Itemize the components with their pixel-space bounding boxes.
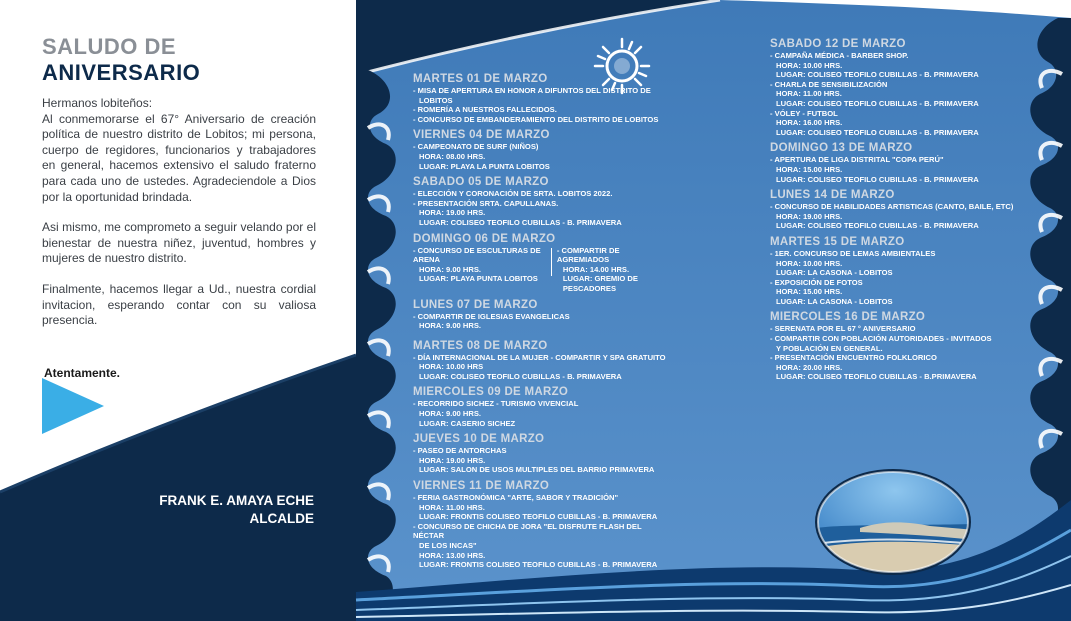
event-item: - CONCURSO DE CHICHA DE JORA "EL DISFRUTE FLASH DEL NÉCTAR: [413, 521, 642, 541]
event-place: LUGAR: PLAYA PUNTA LOBITOS: [419, 274, 538, 284]
day-heading: MIERCOLES 16 DE MARZO: [770, 311, 926, 324]
event-time: HORA: 08.00 HRS.: [419, 151, 486, 161]
event-time: HORA: 15.00 HRS.: [776, 164, 843, 174]
event-time: HORA: 20.00 HRS.: [776, 362, 843, 372]
event-place: LUGAR: COLISEO TEOFILO CUBILLAS - B. PRIMAVERA: [776, 174, 979, 184]
event-pair: [413, 246, 673, 294]
event-item: - CONCURSO DE ESCULTURAS DE ARENA: [413, 245, 541, 265]
event-item: - DÍA INTERNACIONAL DE LA MUJER - COMPARTIR Y SPA GRATUITO: [413, 352, 666, 362]
event-item: - APERTURA DE LIGA DISTRITAL "COPA PERÚ": [770, 155, 944, 165]
event-item: - CONCURSO DE EMBANDERAMIENTO DEL DISTRITO DE LOBITOS: [413, 114, 659, 124]
letter-closing: Atentamente.: [44, 366, 121, 380]
program-column-2: [770, 37, 1020, 382]
event-item: - CHARLA DE SENSIBILIZACIÓN: [770, 79, 888, 89]
greeting-title-line2: ANIVERSARIO: [42, 60, 201, 85]
greeting-letter: [42, 96, 316, 329]
event-item: - EXPOSICIÓN DE FOTOS: [770, 277, 863, 287]
event-item: - COMPARTIR CON POBLACIÓN AUTORIDADES - INVITADOS: [770, 334, 992, 344]
letter-paragraph-3: Finalmente, hacemos llegar a Ud., nuestra cordial invitacion, esperando contar con su valiosa presencia.: [42, 281, 316, 328]
greeting-title-line1: SALUDO DE: [42, 34, 177, 59]
event-place: LUGAR: LA CASONA - LOBITOS: [776, 268, 893, 278]
event-place: LUGAR: COLISEO TEOFILO CUBILLAS - B. PRIMAVERA: [776, 98, 979, 108]
signer-role: ALCALDE: [249, 511, 314, 526]
event-item: - VÓLEY - FUTBOL: [770, 108, 838, 118]
event-time: HORA: 19.00 HRS.: [776, 211, 843, 221]
event-time: HORA: 10.00 HRS.: [776, 258, 843, 268]
event-time: HORA: 10.00 HRS.: [776, 60, 843, 70]
event-time: HORA: 9.00 HRS.: [419, 409, 482, 419]
day-heading: MARTES 15 DE MARZO: [770, 235, 905, 248]
event-place: LUGAR: PLAYA LA PUNTA LOBITOS: [419, 161, 550, 171]
event-place: LUGAR: GREMIO DE PESCADORES: [562, 274, 638, 293]
event-place: LUGAR: COLISEO TEOFILO CUBILLAS - B. PRIMAVERA: [776, 221, 979, 231]
event-time: HORA: 13.00 HRS.: [419, 550, 486, 560]
event-time: HORA: 10.00 HRS: [419, 362, 484, 372]
signature-block: [159, 492, 314, 528]
event-item: - ELECCIÓN Y CORONACIÓN DE SRTA. LOBITOS 2022.: [413, 189, 613, 199]
event-place: LUGAR: COLISEO TEOFILO CUBILLAS - B. PRIMAVERA: [419, 217, 622, 227]
day-heading: JUEVES 10 DE MARZO: [413, 433, 545, 446]
day-heading: SABADO 05 DE MARZO: [413, 176, 549, 189]
event-item: - COMPARTIR DE IGLESIAS EVANGELICAS: [413, 311, 570, 321]
event-time: HORA: 9.00 HRS.: [419, 264, 482, 274]
event-item: - RECORRIDO SICHEZ - TURISMO VIVENCIAL: [413, 399, 579, 409]
day-heading: SABADO 12 DE MARZO: [770, 38, 906, 50]
event-time: HORA: 11.00 HRS.: [419, 502, 485, 512]
event-item: - CAMPEONATO DE SURF (NIÑOS): [413, 142, 539, 152]
day-heading: DOMINGO 13 DE MARZO: [770, 142, 913, 155]
event-time: HORA: 15.00 HRS.: [776, 287, 843, 297]
day-heading: DOMINGO 06 DE MARZO: [413, 232, 556, 245]
event-time: HORA: 16.00 HRS.: [776, 118, 843, 128]
event-item: - CAMPAÑA MÉDICA - BARBER SHOP.: [770, 51, 909, 60]
event-place: LUGAR: CASERIO SICHEZ: [419, 418, 516, 428]
signer-name: FRANK E. AMAYA ECHE: [159, 493, 314, 508]
day-heading: VIERNES 11 DE MARZO: [413, 480, 550, 493]
event-item: - MISA DE APERTURA EN HONOR A DIFUNTOS DEL DISTRITO DE: [413, 86, 651, 95]
event-divider: [551, 248, 552, 276]
day-heading: MIERCOLES 09 DE MARZO: [413, 386, 569, 399]
event-item: - PRESENTACIÓN SRTA. CAPULLANAS.: [413, 198, 559, 208]
event-place: LUGAR: FRONTIS COLISEO TEOFILO CUBILLAS - B. PRIMAVERA: [419, 560, 658, 570]
event-time: HORA: 14.00 HRS.: [562, 264, 630, 274]
day-heading: VIERNES 04 DE MARZO: [413, 129, 550, 142]
event-time: HORA: 19.00 HRS.: [419, 208, 486, 218]
event-item: - ROMERÍA A NUESTROS FALLECIDOS.: [413, 105, 557, 115]
event-time: HORA: 11.00 HRS.: [776, 89, 842, 99]
event-item: - COMPARTIR DE AGREMIADOS: [556, 245, 620, 265]
event-item: Y POBLACIÓN EN GENERAL.: [776, 343, 883, 353]
letter-salutation: Hermanos lobiteños:: [42, 96, 153, 110]
event-item: - PRESENTACIÓN ENCUENTRO FOLKLORICO: [770, 353, 937, 363]
event-item: - PASEO DE ANTORCHAS: [413, 446, 507, 456]
event-item: - 1ER. CONCURSO DE LEMAS AMBIENTALES: [770, 248, 936, 258]
event-item: - FERIA GASTRONÓMICA "ARTE, SABOR Y TRADICIÓN": [413, 493, 619, 503]
event-time: HORA: 19.00 HRS.: [419, 455, 486, 465]
day-heading: LUNES 14 DE MARZO: [770, 189, 895, 202]
event-time: HORA: 9.00 HRS.: [419, 321, 482, 331]
event-item: - SERENATA POR EL 67 ° ANIVERSARIO: [770, 324, 916, 334]
event-item: LOBITOS: [419, 95, 453, 105]
event-place: LUGAR: SALON DE USOS MULTIPLES DEL BARRIO PRIMAVERA: [419, 465, 655, 475]
letter-paragraph-2: Asi mismo, me comprometo a seguir velando por el bienestar de nuestra niñez, juventud, hombres y mujeres de nuestro distrito.: [42, 220, 316, 266]
event-place: LUGAR: COLISEO TEOFILO CUBILLAS - B. PRIMAVERA: [776, 70, 979, 80]
event-place: LUGAR: LA CASONA - LOBITOS: [776, 296, 893, 306]
event-item: DE LOS INCAS": [419, 541, 477, 550]
event-place: LUGAR: FRONTIS COLISEO TEOFILO CUBILLAS - B. PRIMAVERA: [419, 512, 658, 522]
event-place: LUGAR: COLISEO TEOFILO CUBILLAS - B. PRIMAVERA: [776, 127, 979, 137]
event-place: LUGAR: COLISEO TEOFILO CUBILLAS - B. PRIMAVERA: [419, 371, 622, 381]
event-item: - CONCURSO DE HABILIDADES ARTISTICAS (CANTO, BAILE, ETC): [770, 202, 1014, 212]
day-heading: MARTES 01 DE MARZO: [413, 73, 548, 85]
letter-paragraph-1: Al conmemorarse el 67° Aniversario de creación política de nuestro distrito de Lobitos; mi persona, cuerpo de regidores, funcionarios y trabajadores en general, hacemos extensivo el saludo fraterno para cada uno de ustedes. Agradeciendole a Dios por la oportunidad brindada.: [42, 111, 316, 204]
day-heading: LUNES 07 DE MARZO: [413, 298, 538, 311]
day-heading: MARTES 08 DE MARZO: [413, 339, 548, 352]
program-column-1: [413, 72, 673, 570]
event-place: LUGAR: COLISEO TEOFILO CUBILLAS - B.PRIMAVERA: [776, 372, 977, 382]
